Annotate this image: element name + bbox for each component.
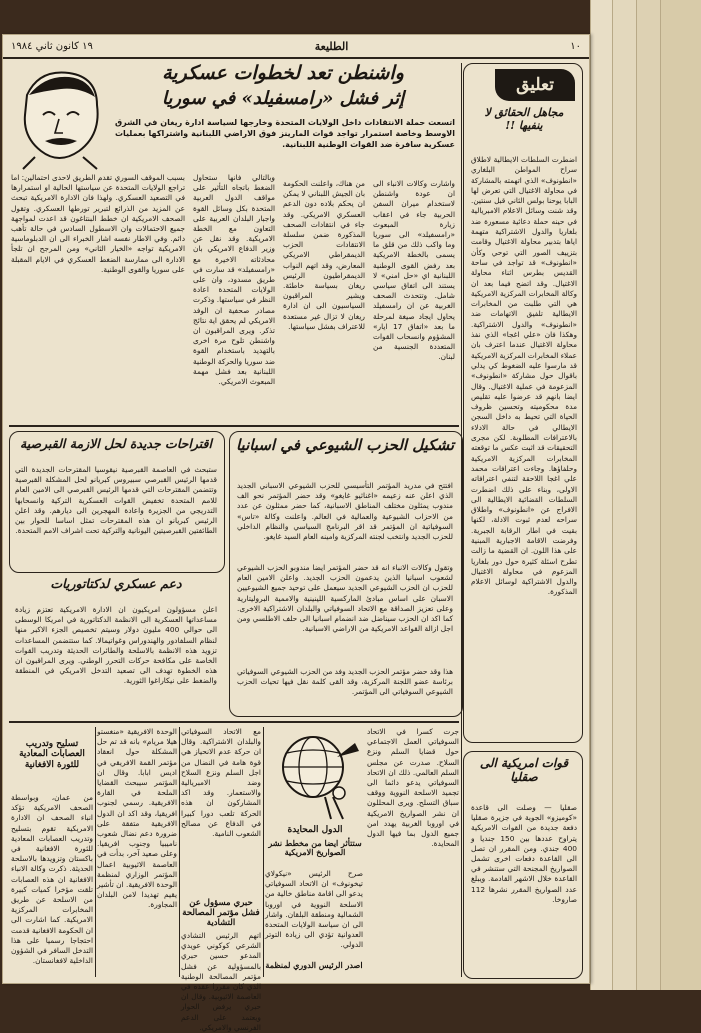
caricature-illustration xyxy=(9,65,109,169)
chad-footer: اصدر الرئيس الدوري لمنظمة xyxy=(265,960,363,970)
missiles-cartoon xyxy=(273,727,363,823)
page-number: ١٠ xyxy=(570,40,581,52)
newspaper-page xyxy=(2,34,590,1032)
washington-headline: واشنطن تعد لخطوات عسكرية xyxy=(162,62,404,84)
spain-body-1: افتتح في مدريد المؤتمر التأسيسي للحزب الشيوعي الاسباني الجديد الذي اعلن عنه زعيمه «اغناثيو غايغو» وقد حضر المؤتمر نحو الف مندوب يمثلون مختلف المناطق الاسبانية، كما حضر ممثلون عن عدد من الاحزاب الشيوعية والعمالية في العالم. واعلنت وكالة «تاس» السوفياتية ان المؤتمر قد اقر البرنامج السياسي والنظام الداخلي للحزب الجديد وانتخب لجنته المركزية وامينه العام السيد غايغو. xyxy=(237,481,453,542)
horizontal-rule xyxy=(9,425,459,427)
afghanistan-body: من عمان، وبواسطة الصحف الامريكية تؤكد انباء الصحف ان الادارة الامريكية تقوم بتسليح وتدريب العصابات المعادية للثورة الافغانية في باكستان وتزويدها بالاسلحة الحديثة. ذكرت وكالة الانباء الافغانية ان هذه العصابات تلقت مؤخرا كميات كبيرة من الاسلحة عن طريق المخابرات المركزية الامريكية. كما اشارت الى ان الحكومة الافغانية قدمت احتجاجا رسميا على هذا التدخل السافر في الشؤون الداخلية لافغانستان. xyxy=(11,793,93,966)
commentary-logo: تعليق xyxy=(495,69,575,101)
neutral-states-column: جرت كسرا في الاتحاد السوفياتي العمل الاجتماعي حول قضايا السلم ونزع السلاح. صدرت عن مجلس السلم العالمي. ذلك ان الاتحاد السوفياتي يدعو دائما الى تجميد الاسلحة النووية ووقف سباق التسلح. ويرى المحللون ان نشر الصواريخ الامريكية في اوروبا الغربية يهدد امن جميع الدول بما فيها الدول المحايدة. xyxy=(367,727,459,849)
afghanistan-headline: تسليح وتدريب العصابات المعادية للثورة الافغانية xyxy=(19,739,85,770)
washington-col-3: وبالتالي فانها ستحاول الضغط باتجاه التأثير على مواقف الدول العربية المتحدة بكل وسائل القوة واجبار البلدان العربية على التعاون مع الخطة الامريكية. وقد نقل عن وزير الدفاع الامريكي بان محادثاته الاخيرة مع «رامسفيلد» قد سارت في طريق مسدود، وان على الولايات المتحدة اعادة النظر في سياستها. وذكرت مصادر صحفية ان الوفد الامريكي لم يحقق اية نتائج تذكر. ويرى المراقبون ان واشنطن تلوح مرة اخرى بالتهديد باستخدام القوة ضد سوريا والحركة الوطنية اللبنانية بعد فشل مهمة المبعوث الامريكي. xyxy=(193,173,275,387)
spain-body-3: هذا وقد حضر مؤتمر الحزب الجديد وفد من الحزب الشيوعي السوفياتي برئاسة عضو اللجنة المركزية، وقد القى كلمة نقل فيها تحيات الحزب الشيوعي السوفياتي الى المؤتمر. xyxy=(237,667,453,697)
washington-col-4: بسبب الموقف السوري تقدم الطريق لاحدى احتمالين: اما تراجع الولايات المتحدة عن سياستها الحالية او استمرارها في التصعيد العسكري. ولهذا فان الادارة الامريكية تبحث عن المزيد من الذرائع لتبرير تورطها العسكري. وتقول الصحف الامريكية ان خطط البنتاغون قد اعدت لمواجهة جميع الاحتمالات وان الاسطول السادس في حالة تأهب دائم. وفي الاطار نفسه اشار الخبراء الى ان الدبلوماسية الامريكية تواجه «الخيار الثاني» ومن المرجح ان تلجأ الادارة الى ممارسة الضغط العسكري في الايام المقبلة على سوريا والقوى الوطنية. xyxy=(11,173,185,274)
commentary-title: مجاهل الحقائق لا ينفيها !! xyxy=(484,106,564,132)
cartoon-caption-2: ستتأثر ايضا من مخطط نشر الصواريخ الامريكية xyxy=(268,838,362,858)
horizontal-rule xyxy=(9,721,459,723)
stacked-page-edge xyxy=(660,0,701,990)
washington-lead: اتسعت حملة الانتقادات داخل الولايات المتحدة وخارجها لسياسة ادارة ريغان في الشرق الاوسط وخاصة استمرار تواجد قوات المارينز فوق الاراضي اللبنانية واشتراكها بعمليات عسكرية سافرة ضد القوات الوطنية اللبنانية. xyxy=(115,118,455,149)
page-header xyxy=(3,35,589,59)
column-separator xyxy=(461,63,462,977)
column-separator xyxy=(179,727,180,977)
chad-headline: حبري مسؤول عن فشل مؤتمر المصالحة التشادية xyxy=(182,898,260,928)
sicily-body: صقليا — وصلت الى قاعدة «كوميزو» الجوية في جزيرة صقليا دفعة جديدة من القوات الامريكية يتراوح عددها بين 150 جنديا و 400 جندي. ومن المقرر ان تصل الى القاعدة دفعات اخرى تشمل الصواريخ المجنحة التي ستنشر في القاعدة خلال الاشهر القادمة. ويبلغ عدد الصواريخ المقرر نشرها 112 صاروخا. xyxy=(471,803,577,904)
spain-body-2: وتقول وكالات الانباء انه قد حضر المؤتمر ايضا مندوبو الحزب الشيوعي لشعوب اسبانيا الذين يدعمون الحزب الجديد. واعلن الامين العام للحزب ان الحزب الشيوعي الجديد سيعمل على توحيد جميع الشيوعيين الاسبان على اساس مبادئ الماركسية اللينينية والاممية البروليتارية وعلى تعزيز الصداقة مع الاتحاد السوفياتي والبلدان الاشتراكية الاخرى. كما اكد ان الحزب سيناضل ضد انضمام اسبانيا الى حلف الاطلسي ومن اجل ازالة القواعد الامريكية من الاراضي الاسبانية. xyxy=(237,563,453,634)
non-aligned-column: مع الاتحاد السوفياتي والبلدان الاشتراكية. وقال ان حركة عدم الانحياز هي قوة هامة في النضال من اجل السلم ونزع السلاح وضد الامبريالية والاستعمار. وقد اكد المشاركون ان هذه الحركة تلعب دورا كبيرا في الدفاع عن مصالح الشعوب النامية. xyxy=(181,727,261,839)
dictatorships-headline: دعم عسكري لدكتاتوريات xyxy=(50,576,182,591)
cartoon-caption-1: الدول المحايدة xyxy=(287,825,343,835)
column-separator xyxy=(263,727,264,977)
bottom-col-e xyxy=(367,727,459,977)
commentary-body: اضطرت السلطات الايطالية لاطلاق سراح المواطن البلغاري «انطونوف» الذي اتهمته بالمشاركة في محاولة الاغتيال التي تعرض لها البابا يوحنا بولس الثاني قبل سنتين. وقد شنت وسائل الاعلام الامبريالية في حينه حملة دعائية مسعورة ضد بلغاريا والدول الاشتراكية متهمة اياها بتدبير محاولة الاغتيال وقامت بتزييف الصور التي توحي وكأن «انطونوف» قد تواجد في ساحة القديس بطرس اثناء محاولة الاغتيال. وقد اتضح فيما بعد ان وكالة المخابرات المركزية الامريكية هي التي طلبت من المخابرات الايطالية تلفيق الاتهامات ضد «انطونوف» والدول الاشتراكية. وهكذا فان «علي اغجا» الذي نفذ محاولة الاغتيال عندما اعترف بان عملاء المخابرات المركزية الامريكية قد مارسوا عليه الضغوط كي يدلي باقوال حول مشاركة «انطونوف» المزعومة في عملية الاغتيال. وقال ايضا بانهم قد عرضوا عليه تقليص مدة محكوميته وتحسين ظروف الحياة التي تحيط به داخل السجن الايطالي في حالة الادلاء بالاعترافات المطلوبة. لكن مجرى التحقيقات قد اثبت عكس ما توقعته المخابرات المركزية الامريكية وحلفاؤها. وجاءت اعترافات محمد علي اغجا اللاحقة لتنفي اعترافاته الاولى، وبناء على ذلك اضطرت السلطات القضائية الايطالية الى الافراج عن «انطونوف» واطلاق سراحه لعدم ثبوت الادلة، لكنها بقيت في اطار الرقابة الجبرية. وفرضت الاقامة الاجبارية المبنية على هذا اللون. ان القضية ما زالت تطرح اسئلة كثيرة حول دور بلغاريا المزعوم في محاولة الاغتيال والدول الاشتراكية لوسائل الاعلام المذكورة. xyxy=(471,155,577,597)
tikhonov-column: صرح الرئيس «نيكولاي تيخونوف» ان الاتحاد السوفياتي يدعو الى اقامة مناطق خالية من الاسلحة النووية في اوروبا الشمالية ومنطقة البلقان. واشار الى ان سياسة الولايات المتحدة العدوانية تؤدي الى زيادة التوتر الدولي. xyxy=(265,869,363,950)
washington-col-1: واشارت وكالات الانباء الى ان عودة واشنطن لاستخدام ميران السفن الحربية جاء في اعقاب زيارة المبعوث «رامسفيلد» الى سوريا وما واكب ذلك من قلق ما يسمى بالخطة الامريكية بعد رفض القوى الوطنية اللبنانية اي «حل امني» لا يستند الى اتفاق سياسي شامل. وتتحدث الصحف الغربية عن ان رامسفيلد يحاول ايجاد صيغة لمرحلة ما بعد «اتفاق 17 ايار» المشؤوم وانسحاب القوات المتعددة الجنسية من لبنان. xyxy=(373,179,455,362)
sicily-headline: قوات امريكية الى صقليا xyxy=(479,756,569,784)
chad-body: اتهم الرئيس التشادي الشرعي كوكوني عويدي المدعو حسين حبري بالمسؤولية عن فشل مؤتمر المصالحة الوطنية الذي كان مقررا عقده في العاصمة الاثيوبية. وقال ان حبري يرفض الحوار ويعتمد على الدعم الفرنسي والامريكي. xyxy=(181,931,261,1032)
washington-col-2: من هناك، واعلنت الحكومة بان الجيش اللبناني لا يمكن ان يحكم بلاده دون الدعم العسكري الامريكي. وقد جاء في انتقادات الصحف المذكورة ضمن سلسلة الانتقادات الحزب الديمقراطي الامريكي المعارض، وقد اتهم النواب الديمقراطيون الرئيس ريغان بسياسة خاطئة. ويشير المراقبون السياسيون الى ان ادارة ريغان لا تزال غير مستعدة للاعتراف بفشل سياستها. xyxy=(283,179,365,331)
cyprus-headline: اقتراحات جديدة لحل الازمة القبرصية xyxy=(20,436,212,451)
column-separator xyxy=(95,727,96,977)
masthead: الطليعة xyxy=(314,39,349,53)
africa-column: الوحدة الافريقية «منغستو هيلا مريام» بانه قد تم حل المشكلة حول انعقاد مؤتمر القمة الافريقي في اديس ابابا. وقال ان المؤتمر سيبحث القضايا الملحة في القارة الافريقية. رسمي لجنوب افريقيا، وقد اكد ان الدول الافريقية متفقة على ضرورة دعم نضال شعوب ناميبيا وجنوب افريقيا. وعلى صعيد آخر، بدأت في العاصمة الاثيوبية اعمال المؤتمر الوزاري لمنظمة الوحدة الافريقية. ان تأشير يقيم تهديدا لامن البلدان المجاورة. xyxy=(97,727,177,910)
spain-headline: تشكيل الحزب الشيوعي في اسبانيا xyxy=(235,436,455,454)
issue-date: ١٩ كانون ثاني ١٩٨٤ xyxy=(11,40,93,52)
dictatorships-body: اعلن مسؤولون امريكيون ان الادارة الامريكية تعتزم زيادة مساعداتها العسكرية الى الانظمة الدكتاتورية في امريكا الوسطى الى حوالي 400 مليون دولار وسيتم تخصيص الجزء الاكبر منها لنظام السلفادور والهندوراس وغواتيمالا. كما ستتضمن المساعدات تزويد هذه الانظمة بالاسلحة والطائرات الحديثة وتدريب القوات الخاصة على مكافحة حركات التحرر الوطني. ويرى المراقبون ان هذه الخطوة تهدف الى تصعيد التدخل الامريكي في المنطقة والضغط على نيكاراغوا الثورية. xyxy=(15,605,217,686)
cyprus-body: ستبحث في العاصمة القبرصية نيقوسيا المقترحات الجديدة التي قدمها الرئيس القبرصي سبيروس كبريانو لحل المشكلة القبرصية وتتضمن المقترحات التي قدمها الرئيس القبرصي الى الامين العام للامم المتحدة تخفيض القوات العسكرية التركية وانسحابها التدريجي من الجزيرة واعادة المهجرين الى ديارهم. وقد اعلن الرئيس كبريانو ان هذه المقترحات تمثل اساسا للحوار بين الطائفتين القبرصيتين اليونانية والتركية تحت اشراف الامم المتحدة. xyxy=(15,465,217,536)
washington-subheadline: إثر فشل «رامسفيلد» في سوريا xyxy=(161,88,405,109)
